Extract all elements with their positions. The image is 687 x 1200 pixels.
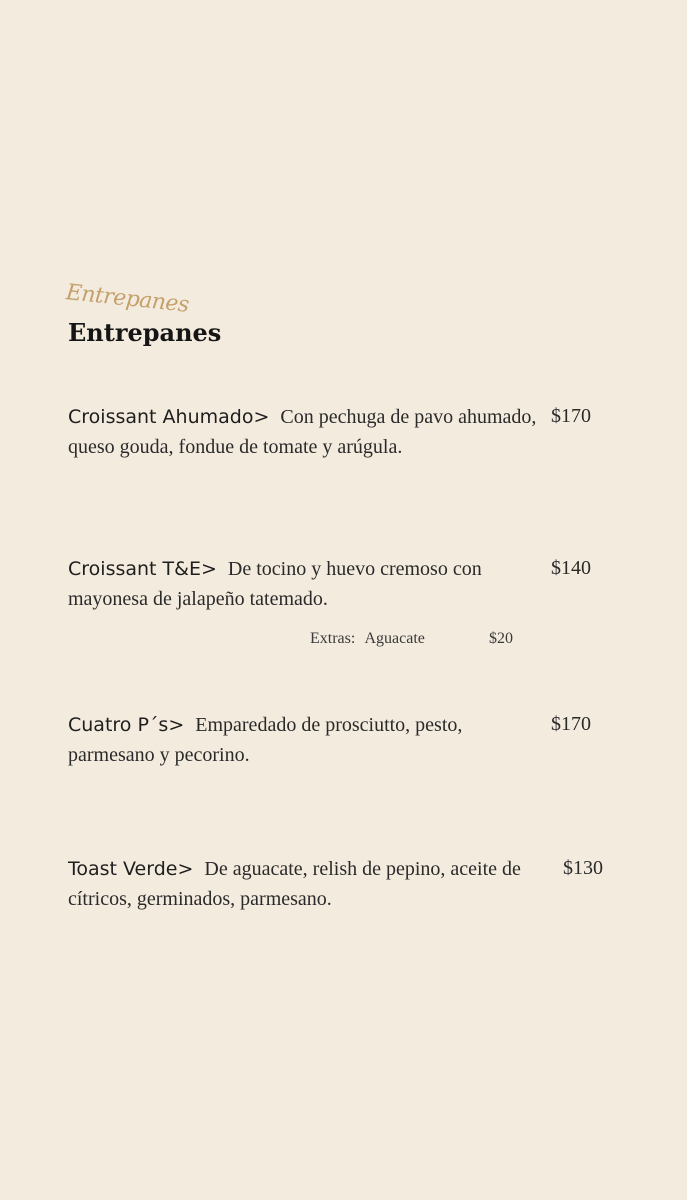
item-description: De tocino y huevo cremoso con mayonesa de jalapeño tatemado. bbox=[68, 558, 482, 610]
section-title: Entrepanes bbox=[68, 318, 222, 347]
extras-price: $20 bbox=[489, 630, 513, 647]
item-description: Emparedado de prosciutto, pesto, parmesano y pecorino. bbox=[68, 714, 463, 766]
extras-line bbox=[310, 630, 513, 648]
item-name: Toast Verde> bbox=[68, 858, 194, 880]
menu-item bbox=[68, 854, 538, 914]
extras-label: Extras: bbox=[310, 630, 356, 647]
item-price: $140 bbox=[551, 557, 591, 579]
item-price: $130 bbox=[563, 857, 603, 879]
item-description: De aguacate, relish de pepino, aceite de cítricos, germinados, parmesano. bbox=[68, 858, 521, 910]
extras-item: Aguacate bbox=[364, 630, 425, 647]
section-script-title: Entrepanes bbox=[64, 280, 190, 318]
menu-item bbox=[68, 402, 538, 462]
item-name: Croissant Ahumado> bbox=[68, 406, 270, 428]
item-name: Croissant T&E> bbox=[68, 558, 217, 580]
item-description: Con pechuga de pavo ahumado, queso gouda, fondue de tomate y arúgula. bbox=[68, 406, 537, 458]
menu-item bbox=[68, 554, 538, 614]
item-name: Cuatro P´s> bbox=[68, 714, 185, 736]
item-price: $170 bbox=[551, 713, 591, 735]
item-price: $170 bbox=[551, 405, 591, 427]
menu-item bbox=[68, 710, 538, 770]
